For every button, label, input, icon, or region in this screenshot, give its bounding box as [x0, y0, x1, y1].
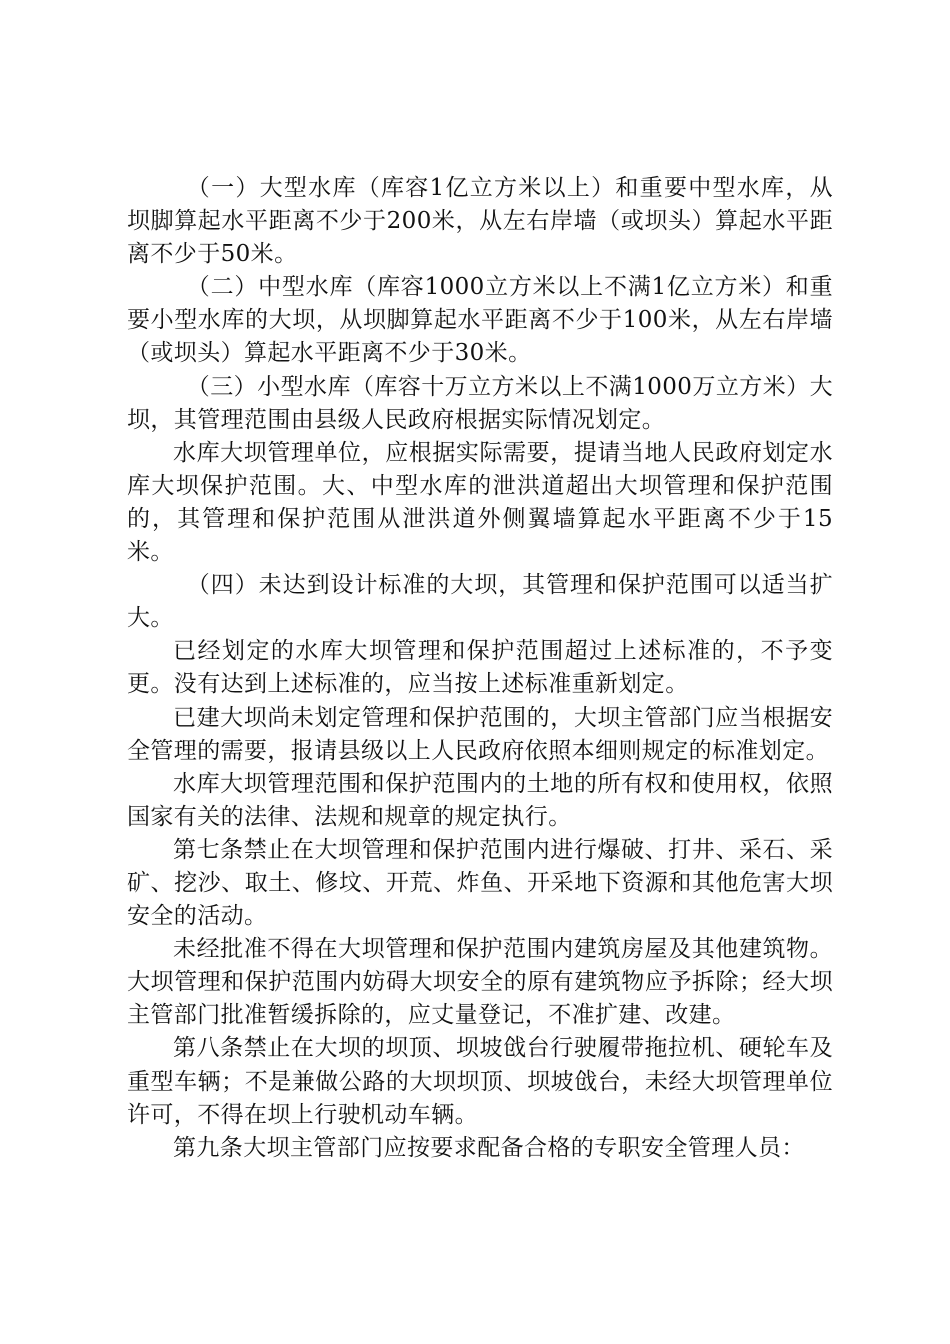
paragraph-item-3: （三）小型水库（库容十万立方米以上不满1000万立方米）大坝，其管理范围由县级人民政府根据实际情况划定。 — [127, 373, 833, 433]
paragraph-article-7: 第七条禁止在大坝管理和保护范围内进行爆破、打井、采石、采矿、挖沙、取土、修坟、开荒、炸鱼、开采地下资源和其他危害大坝安全的活动。 — [127, 836, 833, 930]
document-body — [127, 172, 833, 1165]
paragraph-item-4: （四）未达到设计标准的大坝，其管理和保护范围可以适当扩大。 — [127, 572, 833, 632]
paragraph-buildings: 未经批准不得在大坝管理和保护范围内建筑房屋及其他建筑物。大坝管理和保护范围内妨碍大坝安全的原有建筑物应予拆除；经大坝主管部门批准暂缓拆除的，应丈量登记，不准扩建、改建。 — [127, 936, 833, 1029]
paragraph-article-9: 第九条大坝主管部门应按要求配备合格的专职安全管理人员： — [173, 1134, 805, 1161]
paragraph-unassigned-dams: 已建大坝尚未划定管理和保护范围的，大坝主管部门应当根据安全管理的需要，报请县级以上人民政府依照本细则规定的标准划定。 — [127, 704, 833, 764]
paragraph-item-2: （二）中型水库（库容1000立方米以上不满1亿立方米）和重要小型水库的大坝，从坝脚算起水平距离不少于100米，从左右岸墙（或坝头）算起水平距离不少于30米。 — [127, 274, 833, 367]
paragraph-existing-scope: 已经划定的水库大坝管理和保护范围超过上述标准的，不予变更。没有达到上述标准的，应当按上述标准重新划定。 — [127, 638, 833, 698]
paragraph-protection-scope: 水库大坝管理单位，应根据实际需要，提请当地人民政府划定水库大坝保护范围。大、中型水库的泄洪道超出大坝管理和保护范围的，其管理和保护范围从泄洪道外侧翼墙算起水平距离不少于15米。 — [127, 439, 833, 566]
paragraph-item-1: （一）大型水库（库容1亿立方米以上）和重要中型水库，从坝脚算起水平距离不少于200米，从左右岸墙（或坝头）算起水平距离不少于50米。 — [127, 175, 833, 268]
paragraph-land-rights: 水库大坝管理范围和保护范围内的土地的所有权和使用权，依照国家有关的法律、法规和规章的规定执行。 — [127, 770, 833, 830]
paragraph-article-8: 第八条禁止在大坝的坝顶、坝坡戗台行驶履带拖拉机、硬轮车及重型车辆；不是兼做公路的大坝坝顶、坝坡戗台，未经大坝管理单位许可，不得在坝上行驶机动车辆。 — [127, 1035, 833, 1128]
